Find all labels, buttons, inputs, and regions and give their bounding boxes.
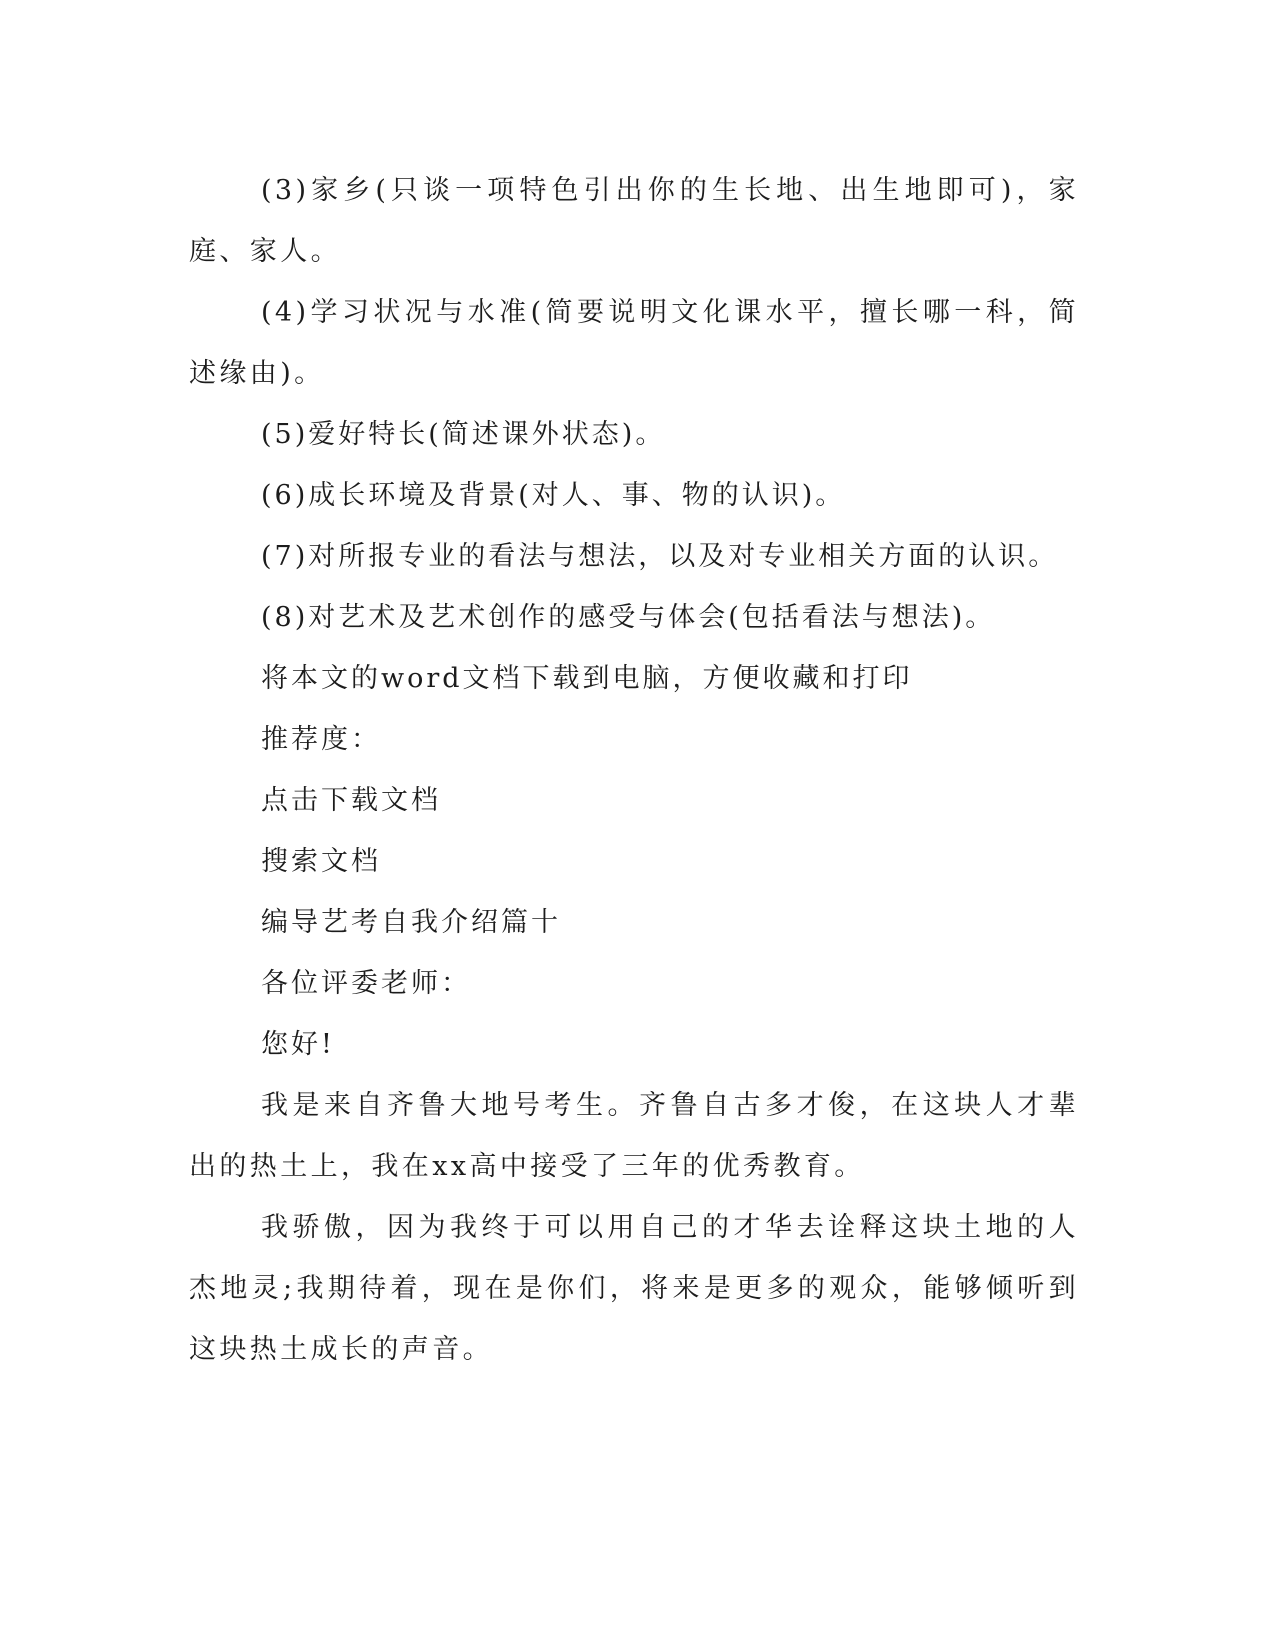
download-note: 将本文的word文档下载到电脑，方便收藏和打印 — [261, 663, 913, 694]
search-document-link[interactable]: 搜索文档 — [261, 846, 381, 877]
paragraph-art-feelings: (8)对艺术及艺术创作的感受与体会(包括看法与想法)。 — [261, 602, 996, 633]
paragraph-hobbies: (5)爱好特长(简述课外状态)。 — [261, 419, 666, 450]
greeting: 您好! — [261, 1029, 335, 1060]
paragraph-hometown-family: (3)家乡(只谈一项特色引出你的生长地、出生地即可)，家庭、家人。 — [189, 175, 1079, 267]
download-document-link[interactable]: 点击下载文档 — [261, 785, 441, 816]
paragraph-pride: 我骄傲，因为我终于可以用自己的才华去诠释这块土地的人杰地灵;我期待着，现在是你们，将来是更多的观众，能够倾听到这块热土成长的声音。 — [189, 1212, 1079, 1365]
paragraph-major-views: (7)对所报专业的看法与想法，以及对专业相关方面的认识。 — [261, 541, 1059, 572]
paragraph-introduction: 我是来自齐鲁大地号考生。齐鲁自古多才俊，在这块人才辈出的热土上，我在xx高中接受了三年的优秀教育。 — [189, 1090, 1079, 1182]
salutation: 各位评委老师： — [261, 968, 471, 999]
section-title: 编导艺考自我介绍篇十 — [261, 907, 561, 938]
document-body — [189, 160, 1079, 1380]
paragraph-study-level: (4)学习状况与水准(简要说明文化课水平，擅长哪一科，简述缘由)。 — [189, 297, 1079, 389]
recommendation-label: 推荐度： — [261, 724, 381, 755]
paragraph-environment: (6)成长环境及背景(对人、事、物的认识)。 — [261, 480, 846, 511]
